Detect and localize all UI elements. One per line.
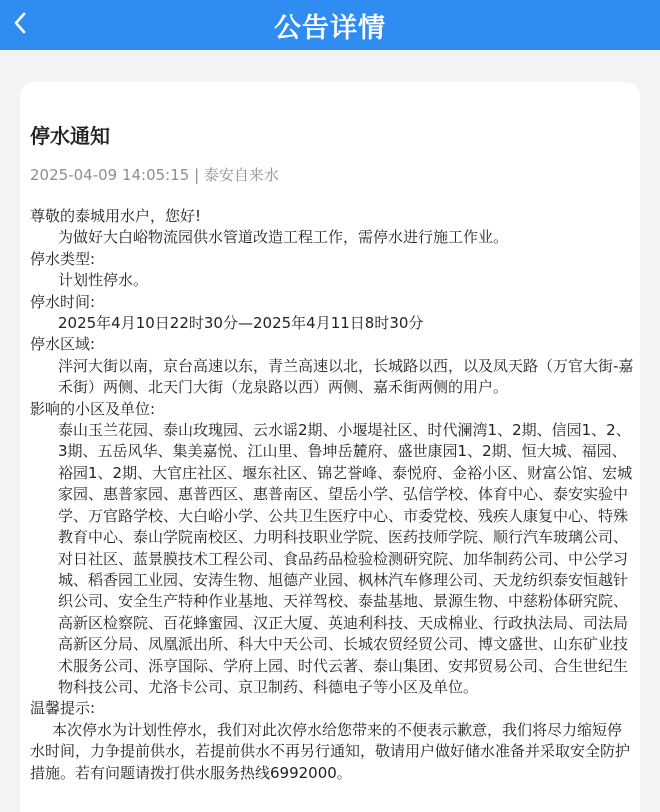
header-bar (0, 0, 660, 50)
time-value: 2025年4月10日22时30分—2025年4月11日8时30分 (58, 314, 424, 333)
affected-value: 泰山玉兰花园、泰山玫瑰园、云水谣2期、小堰堤社区、时代澜湾1、2期、信园1、2、3期、五岳风华、集美嘉悦、江山里、鲁坤岳麓府、盛世康园1、2期、恒大城、福园、裕园1、2期、大官庄社区、堰东社区、锦艺誉峰、泰悦府、金裕小区、财富公馆、宏城家园、惠普家园、惠普西区、惠普南区、望岳小学、弘信学校、体育中心、泰安实验中学、万官路学校、大白峪小学、公共卫生医疗中心、市委党校、残疾人康复中心、特殊教育中心、泰山学院南校区、力明科技职业学院、医药技师学院、顺行汽车玻璃公司、对日社区、蓝景膜技术工程公司、食品药品检验检测研究院、加华制药公司、中公学习城、稻香园工业园、安涛生物、旭德产业园、枫林汽车修理公司、天龙纺织泰安恒越针织公司、安全生产特种作业基地、天祥驾校、泰盐基地、景源生物、中慈粉体研究院、高新区检察院、百花蜂蜜园、汉正大厦、英迪利科技、天成棉业、行政执法局、司法局高新区分局、凤凰派出所、科大中天公司、长城农贸经贸公司、博文盛世、山东矿业技术服务公司、泺亨国际、学府上园、时代云著、泰山集团、安邦贸易公司、合生世纪生物科技公司、尤洛卡公司、京卫制药、科德电子等小区及单位。 (58, 421, 633, 696)
notice-source: 泰安自来水 (203, 166, 279, 184)
area-label: 停水区域: (30, 335, 96, 354)
page-title: 公告详情 (274, 12, 386, 44)
back-button[interactable] (0, 0, 40, 50)
notice-datetime: 2025-04-09 14:05:15 (30, 166, 190, 184)
tip-value: 本次停水为计划性停水，我们对此次停水给您带来的不便表示歉意，我们将尽力缩短停水时间，力争提前供水，若提前供水不再另行通知，敬请用户做好储水准备并采取安全防护措施。若有问题请拨打供水服务热线6992000。 (30, 720, 631, 782)
chevron-left-icon (13, 11, 27, 39)
area-value: 泮河大街以南，京台高速以东，青兰高速以北，长城路以西，以及凤天路（万官大街-嘉禾街）两侧、北天门大街（龙泉路以西）两侧、嘉禾街两侧的用户。 (58, 356, 634, 397)
type-value: 计划性停水。 (58, 271, 149, 290)
notice-body (30, 206, 635, 784)
notice-card (20, 82, 640, 812)
type-label: 停水类型: (30, 249, 96, 268)
intro-text: 为做好大白峪物流园供水管道改造工程工作，需停水进行施工作业。 (58, 228, 509, 247)
tip-label: 温馨提示: (30, 699, 96, 718)
affected-label: 影响的小区及单位: (30, 399, 156, 418)
greeting-text: 尊敬的泰城用水户，您好! (30, 207, 202, 225)
meta-separator: | (189, 166, 204, 184)
time-label: 停水时间: (30, 292, 96, 311)
notice-meta (30, 164, 279, 185)
notice-title: 停水通知 (30, 124, 110, 148)
